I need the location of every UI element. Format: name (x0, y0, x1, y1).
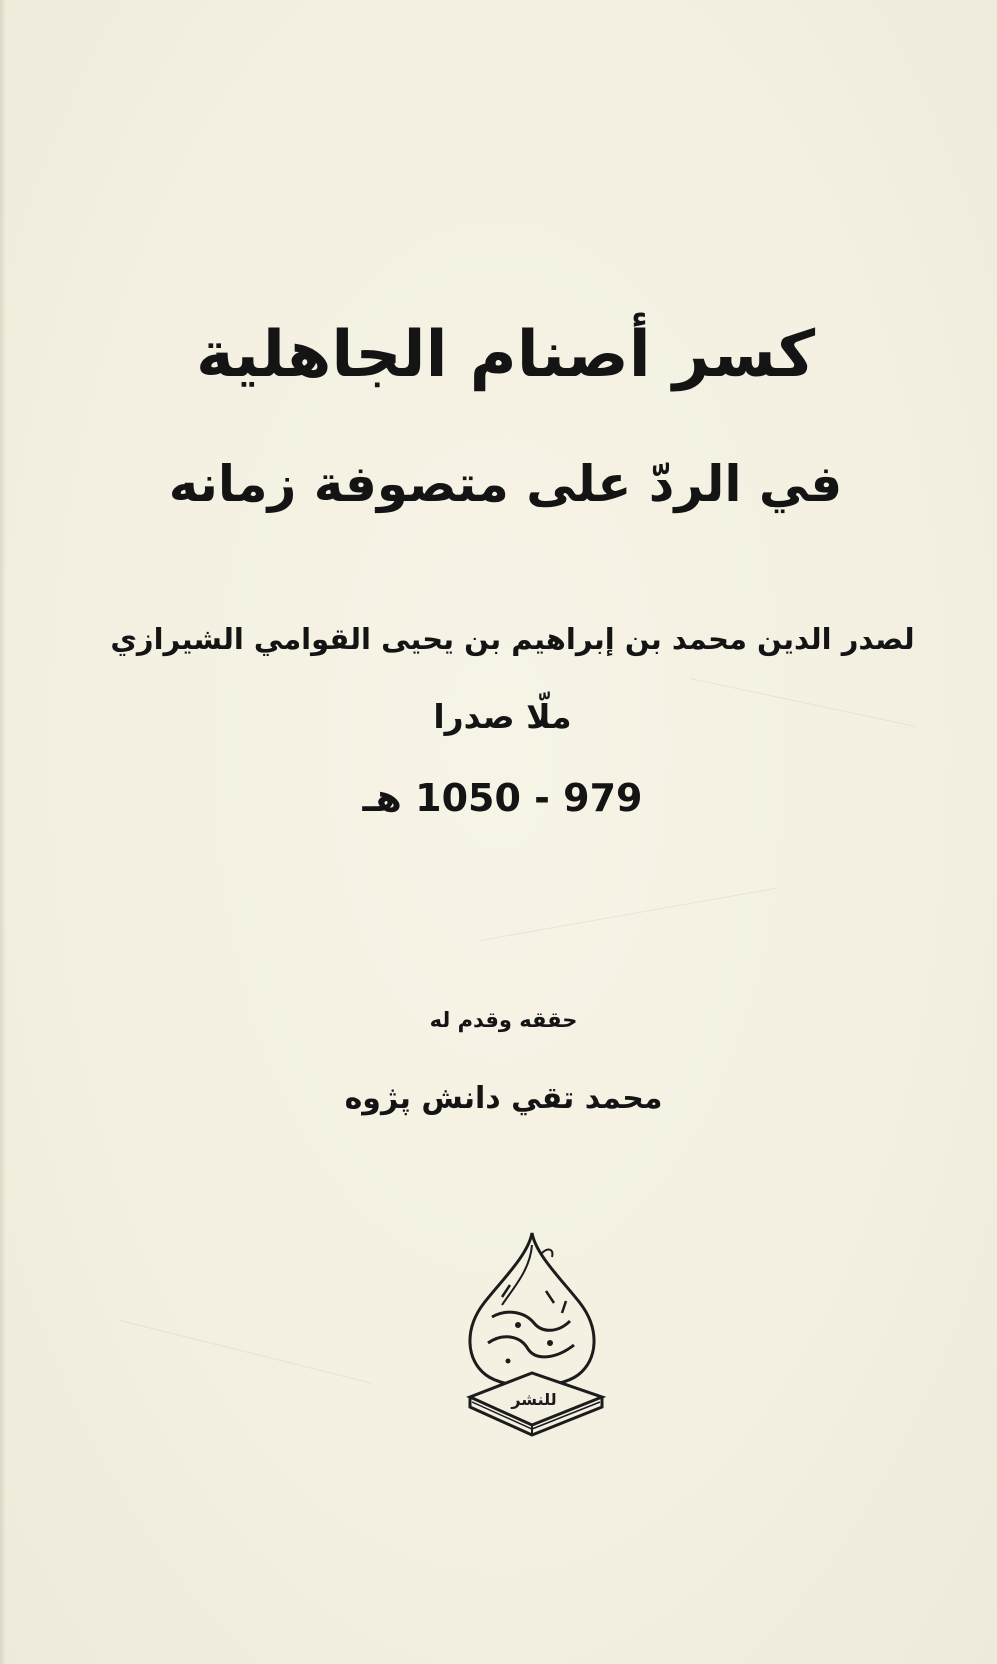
publisher-logo-text: للنشر (511, 1390, 557, 1409)
author-name: لصدر الدين محمد بن إبراهيم بن يحيى القوامي الشيرازي (110, 622, 915, 656)
editor-name: محمد تقي دانش پژوه (344, 1081, 663, 1116)
book-subtitle: في الردّ على متصوفة زمانه (168, 455, 843, 513)
author-dates: 979 - 1050 هـ (362, 776, 643, 820)
author-nickname: ملّا صدرا (433, 697, 572, 736)
book-title: كسر أصنام الجاهلية (195, 318, 816, 392)
paper-crease (120, 1320, 373, 1384)
page-edge-shadow (0, 0, 6, 1664)
paper-crease (480, 888, 776, 941)
editor-label: حققه وقدم له (429, 1008, 578, 1032)
publisher-logo-icon (462, 1225, 642, 1455)
